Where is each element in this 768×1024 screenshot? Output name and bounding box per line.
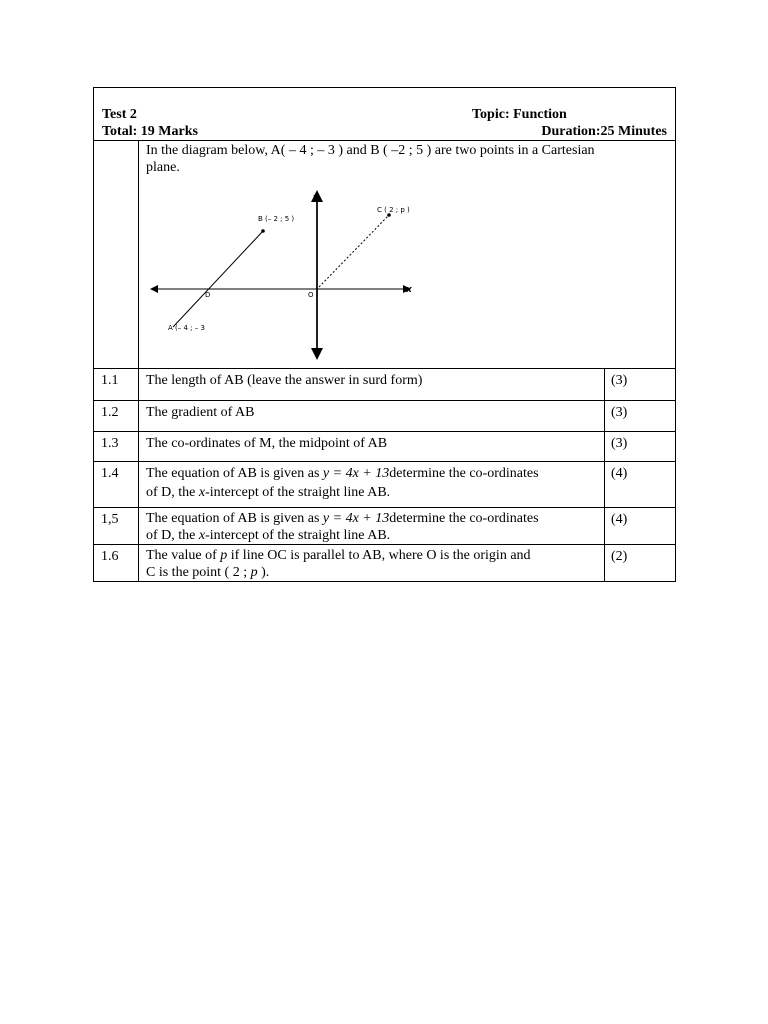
question-text: The equation of AB is given as y = 4x + 13determine the co-ordinates of D, the x-intercept of the straight line AB.: [139, 508, 605, 545]
point-c-label: C ( 2 ; p ): [377, 206, 410, 214]
question-number: 1.3: [94, 432, 139, 462]
point-d-label: D: [205, 291, 211, 299]
question-number: 1,5: [94, 508, 139, 545]
question-marks: (3): [605, 432, 676, 462]
question-marks: (3): [605, 369, 676, 401]
question-row: [94, 508, 676, 545]
question-row: [94, 462, 676, 508]
question-text: The equation of AB is given as y = 4x + 13determine the co-ordinates of D, the x-intercept of the straight line AB.: [139, 462, 605, 508]
point-b-dot: [261, 229, 265, 233]
question-marks: (4): [605, 508, 676, 545]
question-marks: (3): [605, 401, 676, 432]
header-row: [94, 88, 676, 141]
point-a-label: A (– 4 ; – 3: [168, 324, 205, 332]
total-marks: Total: 19 Marks: [102, 124, 198, 139]
diagram-num-cell: [94, 141, 139, 369]
question-text: The value of p if line OC is parallel to AB, where O is the origin and C is the point ( 2 ; p ).: [139, 545, 605, 582]
equation: y = 4x + 13: [322, 511, 390, 526]
line-ab: [173, 231, 263, 327]
question-number: 1.1: [94, 369, 139, 401]
intro-text: [146, 142, 666, 176]
equation: y = 4x + 13: [322, 466, 390, 481]
header-cell: [94, 88, 676, 141]
duration-label: Duration:25 Minutes: [541, 124, 668, 139]
diagram-cell: [139, 141, 676, 369]
question-number: 1.6: [94, 545, 139, 582]
question-row: [94, 432, 676, 462]
topic-label: Topic: Function: [472, 107, 567, 122]
test-title: Test 2: [102, 107, 137, 122]
origin-label: O: [308, 291, 314, 299]
test-table: [93, 87, 676, 582]
intro-line-2: plane.: [146, 160, 180, 175]
diagram-row: [94, 141, 676, 369]
cartesian-diagram: [147, 187, 447, 362]
y-axis-label: y: [313, 193, 319, 203]
question-row: [94, 369, 676, 401]
question-marks: (2): [605, 545, 676, 582]
question-number: 1.2: [94, 401, 139, 432]
point-b-label: B (– 2 ; 5 ): [258, 215, 295, 223]
test-document: [93, 87, 675, 582]
question-text: The co-ordinates of M, the midpoint of AB: [139, 432, 605, 462]
question-text: The gradient of AB: [139, 401, 605, 432]
question-number: 1.4: [94, 462, 139, 508]
question-row: [94, 401, 676, 432]
x-axis-label: x: [406, 285, 412, 295]
intro-line-1: In the diagram below, A( – 4 ; – 3 ) and B ( –2 ; 5 ) are two points in a Cartesian: [146, 143, 595, 158]
question-row: [94, 545, 676, 582]
question-marks: (4): [605, 462, 676, 508]
question-text: The length of AB (leave the answer in surd form): [139, 369, 605, 401]
line-oc: [319, 215, 389, 287]
